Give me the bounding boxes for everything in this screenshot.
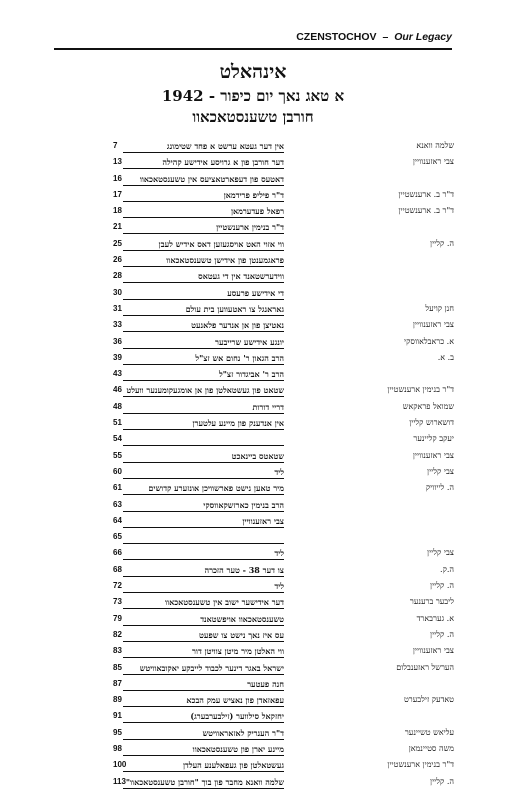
toc-row [113, 450, 454, 466]
toc-author: ה. קליין [430, 629, 454, 639]
toc-row [113, 727, 454, 743]
toc-page-number: 43 [113, 369, 122, 379]
toc-title: ווי אזוי האט אויסגעזען דאס אידיש לעבן [123, 239, 284, 251]
toc-page-number: 65 [113, 532, 122, 542]
toc-page-number: 83 [113, 646, 122, 656]
toc-author: ליבער ברענער [409, 597, 454, 607]
toc-row [113, 221, 454, 237]
toc-title: גאראנגל צו ראטעווען בית עולם [123, 304, 284, 316]
toc-title: צו דער 38 - טער הזכרה [123, 565, 284, 577]
page-subtitle-date: א טאג נאך יום כיפור - 1942 [161, 87, 345, 105]
toc-row [113, 238, 454, 254]
toc-row [113, 319, 454, 335]
toc-row [113, 368, 454, 384]
toc-author: צבי קליין [427, 548, 454, 558]
toc-author: שלמה וואנא [416, 141, 454, 150]
header-book-name: CZENSTOCHOV [296, 31, 377, 43]
toc-title: דריי דורות [123, 402, 284, 414]
toc-page-number: 31 [113, 303, 122, 313]
toc-page-number: 95 [113, 727, 122, 737]
toc-author: יעקב קליינער [413, 434, 454, 444]
toc-author: משה סטיינמאן [408, 743, 454, 753]
toc-title: חנה פעטער [123, 679, 284, 691]
toc-row [113, 482, 454, 498]
toc-page-number: 72 [113, 581, 122, 591]
toc-title: אין אנדענק פון מיינע עלטערן [123, 418, 284, 430]
toc-author: דושארוש קליין [409, 418, 454, 428]
toc-row [113, 417, 454, 433]
toc-row [113, 173, 454, 189]
toc-page-number: 33 [113, 320, 122, 330]
toc-page-number: 98 [113, 743, 122, 753]
toc-author: ה. לייוויק [425, 483, 454, 493]
table-of-contents [113, 140, 454, 792]
toc-page-number: 30 [113, 287, 122, 297]
toc-row [113, 384, 454, 400]
toc-row [113, 531, 454, 547]
toc-title: ווידערשטאנד אין די געטאס [123, 271, 284, 283]
toc-title: געשטאלטן פון געפאלענע העלדן [123, 760, 284, 772]
toc-page-number: 64 [113, 515, 122, 525]
toc-author: א. כראבלאווסקי [404, 336, 454, 346]
toc-page-number: 54 [113, 434, 122, 444]
toc-title [123, 434, 284, 446]
title-block [54, 60, 452, 127]
toc-title: ד"ר הענריק לאזאראוויטש [123, 728, 284, 740]
toc-page-number: 82 [113, 629, 122, 639]
toc-row [113, 156, 454, 172]
toc-row [113, 466, 454, 482]
toc-page-number: 17 [113, 189, 122, 199]
toc-row [113, 596, 454, 612]
toc-page-number: 55 [113, 450, 122, 460]
toc-page-number: 36 [113, 336, 122, 346]
toc-author: ד"ר בנימין ארענשטיין [387, 760, 454, 770]
toc-author: ד"ר ב. ארענשטיין [398, 189, 454, 199]
header-separator: – [382, 31, 389, 43]
toc-author: עליאש טשיינער [404, 727, 454, 737]
toc-title: ליד [123, 581, 284, 593]
toc-row [113, 189, 454, 205]
toc-title: מיר טאען נישט פארשוויכן אונזערע קדושים [123, 483, 284, 495]
toc-page-number: 18 [113, 206, 122, 216]
toc-page-number: 16 [113, 173, 122, 183]
page-subtitle-book: חורבן טשענסטאכאוו [192, 108, 314, 126]
toc-page-number: 63 [113, 499, 122, 509]
toc-title: שטאטס ביינאכט [123, 451, 284, 463]
toc-page-number: 85 [113, 662, 122, 672]
toc-page-number: 66 [113, 548, 122, 558]
toc-title: עפאזאדן פון נאציש עמק הבכא [123, 695, 284, 707]
toc-row [113, 336, 454, 352]
toc-row [113, 694, 454, 710]
toc-page-number: 60 [113, 466, 122, 476]
toc-row [113, 433, 454, 449]
toc-row [113, 662, 454, 678]
toc-row [113, 710, 454, 726]
toc-title: ד"ר פיליפ פרידמאן [123, 190, 284, 202]
toc-author: ה. קליין [430, 581, 454, 591]
toc-title: רפאל פעדערמאן [123, 206, 284, 218]
toc-page-number: 21 [113, 222, 122, 232]
toc-page-number: 13 [113, 157, 122, 167]
toc-author: צבי ראזענוויין [412, 450, 454, 460]
toc-title: הרב הגאון ר' נחום אש זצ"ל [123, 353, 284, 365]
toc-title: ד"ר בנימין ארענשטיין [123, 222, 284, 234]
toc-row [113, 613, 454, 629]
toc-author: ה. קליין [430, 238, 454, 248]
toc-title: ליד [123, 548, 284, 560]
toc-title: יחזקאל סילווער (זילבערבערג) [123, 711, 284, 723]
toc-title: נאטיצן פון אן אנדער פלאנעט [123, 320, 284, 332]
toc-author: חנן קויעל [425, 303, 454, 313]
toc-row [113, 776, 454, 792]
toc-title: עס איז נאך נישט צו שפעט [123, 630, 284, 642]
toc-title: דאטעס פון דעפארטאציעס אין טשענסטאכאוו [123, 174, 284, 186]
toc-author: טאדעק זילבערט [403, 695, 454, 705]
toc-author: ד"ר ב. ארענשטיין [398, 206, 454, 216]
toc-row [113, 270, 454, 286]
toc-page-number: 79 [113, 613, 122, 623]
toc-title: דער חורבן פון א גרויסע אידישע קהילה [123, 157, 284, 169]
toc-page-number: 87 [113, 678, 122, 688]
toc-page-number: 89 [113, 695, 122, 705]
toc-author: הערשל ראזענבלום [396, 662, 454, 672]
toc-row [113, 759, 454, 775]
header-subtitle: Our Legacy [394, 31, 452, 43]
toc-title: שלמה וואנא מחבר פון בוך "חורבן טשענסטאכאוו" [123, 777, 284, 789]
toc-page-number: 28 [113, 271, 122, 281]
toc-row [113, 287, 454, 303]
toc-author: ה. קליין [430, 776, 454, 786]
toc-title: ווי האלטן מיר מיטן צוויטן דור [123, 646, 284, 658]
toc-title: שטאט פון געשטאלטן פון אן אומגעקומענער וועלט [123, 385, 284, 397]
toc-page-number: 100 [113, 760, 127, 770]
toc-row [113, 515, 454, 531]
toc-title: דער אידישער ישוב אין טשענסטאכאוו [123, 597, 284, 609]
toc-page-number: 91 [113, 711, 122, 721]
toc-title: אין דער געטא ערשט א פחד שטימונג [123, 141, 284, 153]
toc-page-number: 73 [113, 597, 122, 607]
toc-page-number: 7 [113, 141, 118, 150]
toc-title [123, 532, 284, 544]
toc-page-number: 61 [113, 483, 122, 493]
toc-row [113, 254, 454, 270]
toc-author: צבי ראזענוויין [412, 646, 454, 656]
toc-row [113, 303, 454, 319]
toc-title: פראגמענטן פון אידישן טשענסטאכאוו [123, 255, 284, 267]
toc-author: צבי ראזענוויין [412, 157, 454, 167]
toc-page-number: 113 [113, 776, 126, 786]
toc-page-number: 25 [113, 238, 122, 248]
toc-row [113, 629, 454, 645]
toc-author: ה.ק. [440, 564, 454, 574]
toc-title: מיינע יארן פון טשענסטאכאוו [123, 744, 284, 756]
running-header [54, 30, 452, 50]
toc-row [113, 401, 454, 417]
toc-row [113, 140, 454, 156]
toc-page-number: 26 [113, 255, 122, 265]
toc-page-number: 46 [113, 385, 122, 395]
toc-row [113, 678, 454, 694]
toc-author: ב. א. [437, 352, 454, 362]
toc-title: הרב ר' אביגדור זצ"ל [123, 369, 284, 381]
toc-row [113, 547, 454, 563]
toc-title: יונגע אידישע שרייבער [123, 337, 284, 349]
toc-title: הרב בנימין כארזשקאווסקי [123, 500, 284, 512]
toc-row [113, 645, 454, 661]
toc-row [113, 499, 454, 515]
toc-title: טשענסטאכאוו אויפשטאנד [123, 614, 284, 626]
toc-row [113, 580, 454, 596]
toc-title: צבי ראזענוויין [123, 516, 284, 528]
toc-row [113, 743, 454, 759]
toc-title: ישראל באגר דינער לכבוד לייבקע יאקובאוויטש [123, 663, 284, 675]
toc-row [113, 205, 454, 221]
toc-author: צבי ראזענוויין [412, 320, 454, 330]
toc-author: ד"ר בנימין ארענשטיין [387, 385, 454, 395]
toc-author: שמואל פראקאש [402, 401, 454, 411]
toc-row [113, 564, 454, 580]
toc-page-number: 68 [113, 564, 122, 574]
toc-author: צבי קליין [427, 466, 454, 476]
toc-page-number: 51 [113, 418, 122, 428]
toc-title: די אידישע פרעסע [123, 288, 284, 300]
toc-title: ליד [123, 467, 284, 479]
toc-page-number: 39 [113, 352, 122, 362]
toc-author: א. גערבארד [416, 613, 454, 623]
toc-page-number: 48 [113, 401, 122, 411]
page-title: אינהאלט [219, 61, 287, 83]
toc-row [113, 352, 454, 368]
